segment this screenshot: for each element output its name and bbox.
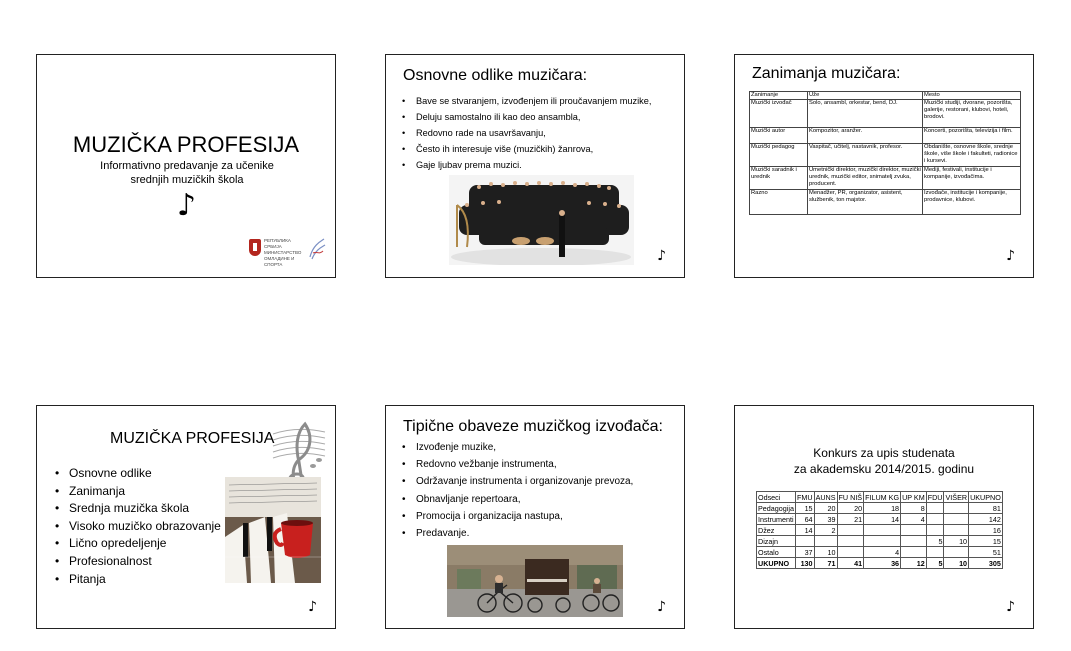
table-cell: 5	[926, 536, 944, 547]
table-row	[750, 190, 1021, 215]
table-row	[750, 100, 1021, 128]
music-note-icon: ♪	[657, 248, 666, 264]
slide-4-title: MUZIČKA PROFESIJA	[110, 430, 275, 447]
list-item: • Promocija i organizacija nastupa,	[402, 508, 633, 525]
slide-4-thumbnail[interactable]	[36, 405, 336, 629]
music-note-icon: ♪	[308, 599, 317, 615]
slide-1-title: MUZIČKA PROFESIJA	[72, 132, 300, 157]
bullet-list	[402, 439, 633, 542]
table-cell: Kompozitor, aranžer.	[808, 128, 923, 144]
table-cell: 10	[814, 547, 837, 558]
table-cell: 18	[864, 503, 901, 514]
table-cell: 64	[795, 514, 814, 525]
table-cell: Ostalo	[757, 547, 796, 558]
table-cell: 41	[837, 558, 864, 569]
table-cell	[795, 536, 814, 547]
list-item: • Često ih interesuje više (muzičkih) žanrova,	[402, 141, 651, 157]
table-cell: 37	[795, 547, 814, 558]
list-item: • Redovno vežbanje instrumenta,	[402, 456, 633, 473]
list-item: • Obnavljanje repertoara,	[402, 491, 633, 508]
table-cell: Izvođače, institucije i kompanije, prodavnice, klubovi.	[923, 190, 1021, 215]
table-cell: 39	[814, 514, 837, 525]
table-cell: Pedagogija	[758, 503, 794, 513]
table-header-cell: Zanimanje	[750, 92, 808, 100]
table-header-cell: Uže	[808, 92, 923, 100]
slide-3-thumbnail[interactable]	[734, 54, 1034, 278]
table-cell: 8	[901, 503, 927, 514]
logo-line-3: ОМЛАДИНЕ И	[264, 256, 295, 261]
table-cell: Obdanište, osnovne škole, srednje škole, više škole i fakulteti, radionice i kursevi.	[923, 144, 1021, 167]
table-cell: Instrumenti	[758, 514, 794, 524]
list-item: • Zanimanja	[55, 483, 221, 501]
list-item: • Predavanje.	[402, 525, 633, 542]
table-cell	[901, 525, 927, 536]
list-item: • Održavanje instrumenta i organizovanje prevoza,	[402, 473, 633, 490]
table-cell	[926, 503, 944, 514]
table-cell: Džez	[757, 525, 796, 536]
logo-swirl-icon	[307, 237, 327, 261]
table-cell: UKUPNO	[757, 558, 796, 569]
table-cell	[926, 514, 944, 525]
table-cell: Dizajn	[757, 536, 796, 547]
table-cell: 2	[814, 525, 837, 536]
table-header-cell: AUNS	[815, 492, 836, 502]
table-cell	[926, 525, 944, 536]
table-cell: 142	[969, 514, 1003, 525]
table-cell	[814, 536, 837, 547]
table-cell	[944, 547, 969, 558]
table-header-cell: UKUPNO	[970, 492, 1001, 502]
table-cell: 15	[969, 536, 1003, 547]
table-header-cell: Odseci	[757, 492, 796, 503]
table-cell: 20	[837, 503, 864, 514]
table-header-cell: FU NIŠ	[838, 492, 863, 502]
list-item: • Lično opredeljenje	[55, 535, 221, 553]
list-item: • Deluju samostalno ili kao deo ansambla,	[402, 109, 651, 125]
logo-text	[264, 238, 308, 268]
table-cell	[864, 525, 901, 536]
table-cell: 15	[795, 503, 814, 514]
table-cell: Muzički autor	[750, 128, 808, 144]
slide-6-title	[735, 445, 1033, 477]
table-cell: 5	[926, 558, 944, 569]
table-cell	[901, 547, 927, 558]
table-cell: 4	[901, 514, 927, 525]
list-item: • Izvođenje muzike,	[402, 439, 633, 456]
table-cell	[837, 547, 864, 558]
table-cell: 12	[901, 558, 927, 569]
table-row	[757, 547, 1003, 558]
slide-3-title: Zanimanja muzičara:	[752, 65, 901, 82]
list-item: • Profesionalnost	[55, 553, 221, 571]
professions-table	[749, 91, 1021, 215]
table-cell: 16	[969, 525, 1003, 536]
table-cell: Koncerti, pozorišta, televizija i film.	[923, 128, 1021, 144]
table-cell	[864, 536, 901, 547]
list-item: • Redovno rade na usavršavanju,	[402, 125, 651, 141]
table-header-cell: FMU	[796, 492, 813, 502]
table-header-row	[757, 492, 1003, 503]
table-header-cell: VIŠER	[945, 492, 968, 502]
table-total-row	[757, 558, 1003, 569]
slide-1-subtitle	[67, 159, 307, 187]
table-cell	[944, 525, 969, 536]
slide-2-title: Osnovne odlike muzičara:	[403, 67, 588, 84]
bullet-list	[55, 465, 221, 588]
table-header-cell: Mesto	[923, 92, 1021, 100]
piano-mug-photo	[225, 477, 321, 583]
table-row	[757, 536, 1003, 547]
list-item: • Visoko muzičko obrazovanje	[55, 518, 221, 536]
slide-1-thumbnail[interactable]	[36, 54, 336, 278]
table-row	[757, 503, 1003, 514]
table-cell	[837, 525, 864, 536]
table-cell: 21	[837, 514, 864, 525]
title-line-1: Konkurs za upis studenata	[813, 446, 955, 460]
list-item: • Pitanja	[55, 571, 221, 589]
table-cell: Mediji, festivali, institucije i kompanije, izvođačima.	[923, 167, 1021, 190]
logo-line-1: РЕПУБЛИКА СРБИЈА	[264, 238, 291, 249]
table-cell	[944, 514, 969, 525]
table-row	[750, 144, 1021, 167]
table-cell: 71	[814, 558, 837, 569]
bicycle-piano-photo	[447, 545, 623, 617]
list-item: • Bave se stvaranjem, izvođenjem ili proučavanjem muzike,	[402, 93, 651, 109]
title-line-2: za akademsku 2014/2015. godinu	[793, 462, 975, 476]
slide-6-thumbnail[interactable]	[734, 405, 1034, 629]
table-cell: Muzički pedagog	[750, 144, 808, 167]
ministry-logo	[249, 237, 327, 267]
orchestra-photo	[449, 175, 634, 265]
table-cell: Muzički izvođač	[750, 100, 808, 128]
table-row	[750, 128, 1021, 144]
table-cell: 4	[864, 547, 901, 558]
table-cell: 51	[969, 547, 1003, 558]
music-note-icon: ♪	[657, 599, 666, 615]
slide-2-thumbnail[interactable]	[385, 54, 685, 278]
table-cell	[901, 536, 927, 547]
list-item: • Osnovne odlike	[55, 465, 221, 483]
table-cell	[944, 503, 969, 514]
table-cell: Razno	[750, 190, 808, 215]
table-cell: 81	[969, 503, 1003, 514]
music-note-icon: ♪	[1006, 599, 1015, 615]
table-cell: Umetnički direktor, muzički direktor, muzički urednik, muzički editor, snimatelj zvuka, producent.	[808, 167, 923, 190]
table-header-cell: FILUM KG	[865, 492, 900, 502]
table-cell: 36	[864, 558, 901, 569]
subtitle-line-2: srednjih muzičkih škola	[130, 174, 244, 186]
bullet-list	[402, 93, 651, 173]
slide-5-thumbnail[interactable]	[385, 405, 685, 629]
table-cell: Muzički saradnik i urednik	[750, 167, 808, 190]
table-cell: Solo, ansambl, orkestar, bend, DJ.	[808, 100, 923, 128]
serbia-crest-icon	[249, 239, 261, 256]
list-item: • Srednja muzička škola	[55, 500, 221, 518]
table-header-cell: FDU	[927, 492, 943, 502]
table-cell	[837, 536, 864, 547]
slide-5-title: Tipične obaveze muzičkog izvođača:	[403, 418, 663, 435]
table-header-row	[750, 92, 1021, 100]
table-cell: 10	[944, 536, 969, 547]
logo-line-2: МИНИСТАРСТВО	[264, 250, 302, 255]
table-cell: 20	[814, 503, 837, 514]
table-cell: 10	[944, 558, 969, 569]
table-cell: Muzički studiji, dvorane, pozorišta, galerije, restorani, klubovi, hoteli, brodovi.	[923, 100, 1021, 128]
music-note-icon: ♪	[177, 188, 197, 223]
enrollment-table	[756, 491, 1003, 569]
table-cell: 130	[795, 558, 814, 569]
table-row	[750, 167, 1021, 190]
table-cell: Vaspitač, učitelj, nastavnik, profesor.	[808, 144, 923, 167]
table-row	[757, 525, 1003, 536]
music-note-icon: ♪	[1006, 248, 1015, 264]
table-cell: 305	[969, 558, 1003, 569]
table-cell	[926, 547, 944, 558]
list-item: • Gaje ljubav prema muzici.	[402, 157, 651, 173]
subtitle-line-1: Informativno predavanje za učenike	[100, 160, 274, 172]
table-row	[757, 514, 1003, 525]
table-header-cell: UP KM	[902, 492, 925, 502]
table-cell: 14	[795, 525, 814, 536]
logo-line-4: СПОРТА	[264, 262, 283, 267]
table-cell: 14	[864, 514, 901, 525]
table-cell: Menadžer, PR, organizator, asistent, službenik, ton majstor.	[808, 190, 923, 215]
